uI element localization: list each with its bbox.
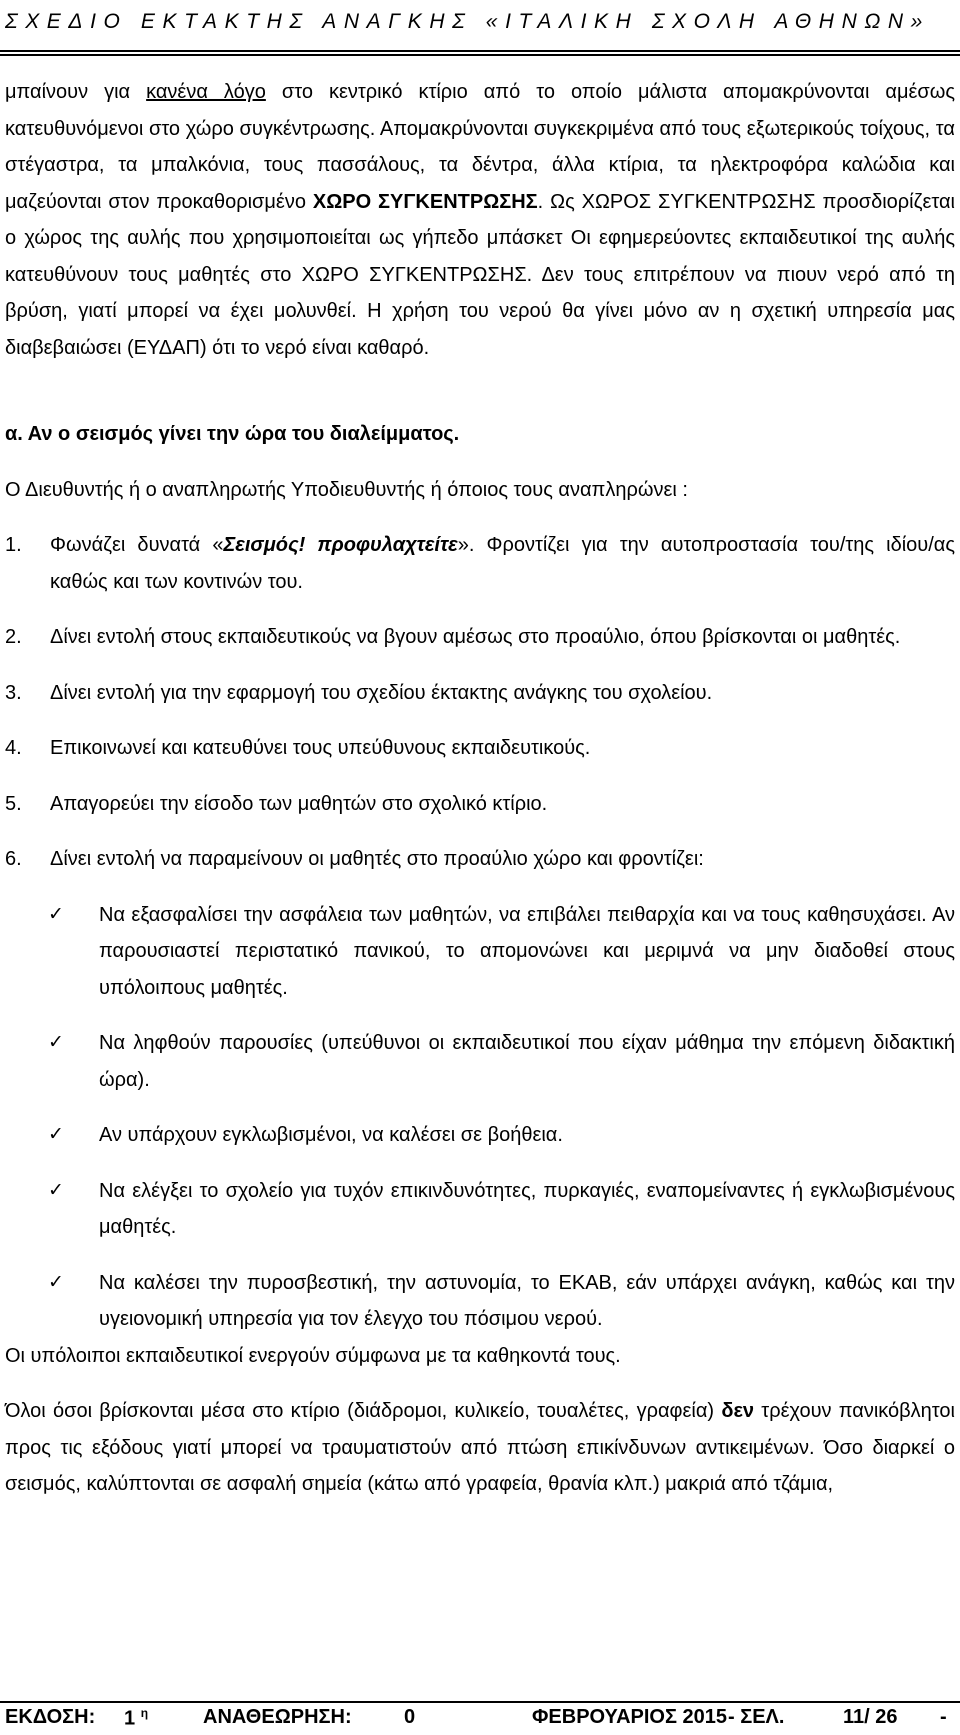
header-rule-bottom bbox=[0, 54, 960, 56]
paragraph-assembly: μπαίνουν για κανένα λόγο στο κεντρικό κτίριο από το οποίο μάλιστα απομακρύνονται αμέσως κατευθυνόμενοι στο χώρο συγκέντρωσης. Απομακρύνονται συγκεκριμένα από τους εξωτερικούς τοίχους, τα στέγαστρα, τα μπαλκόνια, τους πασσάλους, τα δέντρα, άλλα κτίρια, τα ηλεκτροφόρα καλώδια και μαζεύονται στον προκαθορισμένο ΧΩΡΟ ΣΥΓΚΕΝΤΡΩΣΗΣ. Ως ΧΩΡΟΣ ΣΥΓΚΕΝΤΡΩΣΗΣ προσδιορίζεται ο χώρος της αυλής που χρησιμοποιείται ως γήπεδο μπάσκετ Οι εφημερεύοντες εκπαιδευτικοί της αυλής κατευθύνουν τους μαθητές στο ΧΩΡΟ ΣΥΓΚΕΝΤΡΩΣΗΣ. Δεν τους επιτρέπουν να πιουν νερό από τη βρύση, γιατί μπορεί να έχει μολυνθεί. Η χρήση του νερού θα γίνει μόνο αν η σχετική υπηρεσία μας διαβεβαιώσει (ΕΥΔΑΠ) ότι το νερό είναι καθαρό. bbox=[5, 81, 955, 359]
checklist-item: ✓ Να εξασφαλίσει την ασφάλεια των μαθητών, να επιβάλει πειθαρχία και να τους καθησυχάσει. Αν παρουσιαστεί περιστατικό πανικού, το απομονώνει και μεριμνά να μην διαδοθεί στους υπόλοιπους μαθητές. bbox=[5, 897, 955, 1007]
footer-page-number: 11/ 26 bbox=[843, 1706, 898, 1728]
footer-revision-label: ΑΝΑΘΕΩΡΗΣΗ: bbox=[203, 1706, 352, 1728]
footer-page-label: - ΣΕΛ. bbox=[728, 1706, 785, 1728]
list-item-6: 6. Δίνει εντολή να παραμείνουν οι μαθητές στο προαύλιο χώρο και φροντίζει: bbox=[5, 848, 704, 870]
checklist-item: ✓ Να καλέσει την πυροσβεστική, την αστυνομία, το ΕΚΑΒ, εάν υπάρχει ανάγκη, καθώς και την υγειονομική υπηρεσία για τον έλεγχο του πόσιμου νερού. bbox=[5, 1265, 955, 1338]
list-item-4: 4. Επικοινωνεί και κατευθύνει τους υπεύθυνους εκπαιδευτικούς. bbox=[5, 737, 591, 759]
checkmark-icon: ✓ bbox=[48, 1032, 64, 1053]
list-item-3: 3. Δίνει εντολή για την εφαρμογή του σχεδίου έκτακτης ανάγκης του σχολείου. bbox=[5, 681, 713, 704]
underlined-phrase: κανένα λόγο bbox=[146, 81, 266, 103]
list-item-5: 5. Απαγορεύει την είσοδο των μαθητών στο σχολικό κτίριο. bbox=[5, 792, 548, 815]
footer-date: ΦΕΒΡΟΥΑΡΙΟΣ 2015 bbox=[532, 1706, 728, 1728]
checklist-item: ✓ Να ελέγξει το σχολείο για τυχόν επικινδυνότητες, πυρκαγιές, εναπομείναντες ή εγκλωβισμένους μαθητές. bbox=[5, 1173, 955, 1246]
header-title: ΣΧΕΔΙΟ ΕΚΤΑΚΤΗΣ ΑΝΑΓΚΗΣ «ΙΤΑΛΙΚΗ ΣΧΟΛΗ ΑΘΗΝΩΝ» bbox=[5, 10, 930, 33]
footer-edition-label: ΕΚΔΟΣΗ: bbox=[5, 1706, 96, 1728]
list-item-1: 1. Φωνάζει δυνατά «Σεισμός! προφυλαχτείτε». Φροντίζει για την αυτοπροστασία του/της ιδίου/ας καθώς και των κοντινών του. bbox=[5, 534, 955, 593]
assembly-area-term: ΧΩΡΟ ΣΥΓΚΕΝΤΡΩΣΗΣ bbox=[312, 190, 538, 213]
checkmark-icon: ✓ bbox=[48, 1179, 64, 1201]
header-rule-top bbox=[0, 50, 960, 52]
checklist-item: ✓ Αν υπάρχουν εγκλωβισμένοι, να καλέσει σε βοήθεια. bbox=[5, 1117, 955, 1154]
document-footer bbox=[0, 1706, 960, 1735]
document-body bbox=[5, 74, 955, 1503]
footer-edition: 1 $^\eta$ bbox=[124, 1706, 149, 1730]
emphasis-not: δεν bbox=[721, 1400, 755, 1422]
footer-rule bbox=[0, 1701, 960, 1703]
section-heading: α. Αν ο σεισμός γίνει την ώρα του διαλείμματος. bbox=[5, 423, 460, 445]
earthquake-call: Σεισμός! προφυλαχτείτε bbox=[223, 534, 458, 556]
checkmark-icon: ✓ bbox=[48, 903, 64, 925]
other-teachers-note: Οι υπόλοιποι εκπαιδευτικοί ενεργούν σύμφωνα με τα καθηκοντά τους. bbox=[5, 1344, 621, 1367]
section-intro: Ο Διευθυντής ή ο αναπληρωτής Υποδιευθυντής ή όποιος τους αναπληρώνει : bbox=[5, 478, 688, 501]
checkmark-icon: ✓ bbox=[48, 1124, 64, 1145]
list-item-2: 2. Δίνει εντολή στους εκπαιδευτικούς να βγουν αμέσως στο προαύλιο, όπου βρίσκονται οι μαθητές. bbox=[5, 626, 901, 648]
paragraph-inside-building: Όλοι όσοι βρίσκονται μέσα στο κτίριο (διάδρομοι, κυλικείο, τουαλέτες, γραφεία) δεν τρέχουν πανικόβλητοι προς τις εξόδους γιατί μπορεί να τραυματιστούν από πτώση επικίνδυνων αντικειμένων. Όσο διαρκεί ο σεισμός, καλύπτονται σε ασφαλή σημεία (κάτω από γραφεία, θρανία κλπ.) μακριά από τζάμια, bbox=[5, 1400, 955, 1495]
checklist-item: ✓ Να ληφθούν παρουσίες (υπεύθυνοι οι εκπαιδευτικοί που είχαν μάθημα την επόμενη διδακτική ώρα). bbox=[5, 1025, 955, 1098]
footer-dash: - bbox=[940, 1706, 947, 1728]
document-header bbox=[0, 10, 960, 50]
footer-revision: 0 bbox=[404, 1706, 416, 1728]
checkmark-icon: ✓ bbox=[48, 1271, 64, 1293]
